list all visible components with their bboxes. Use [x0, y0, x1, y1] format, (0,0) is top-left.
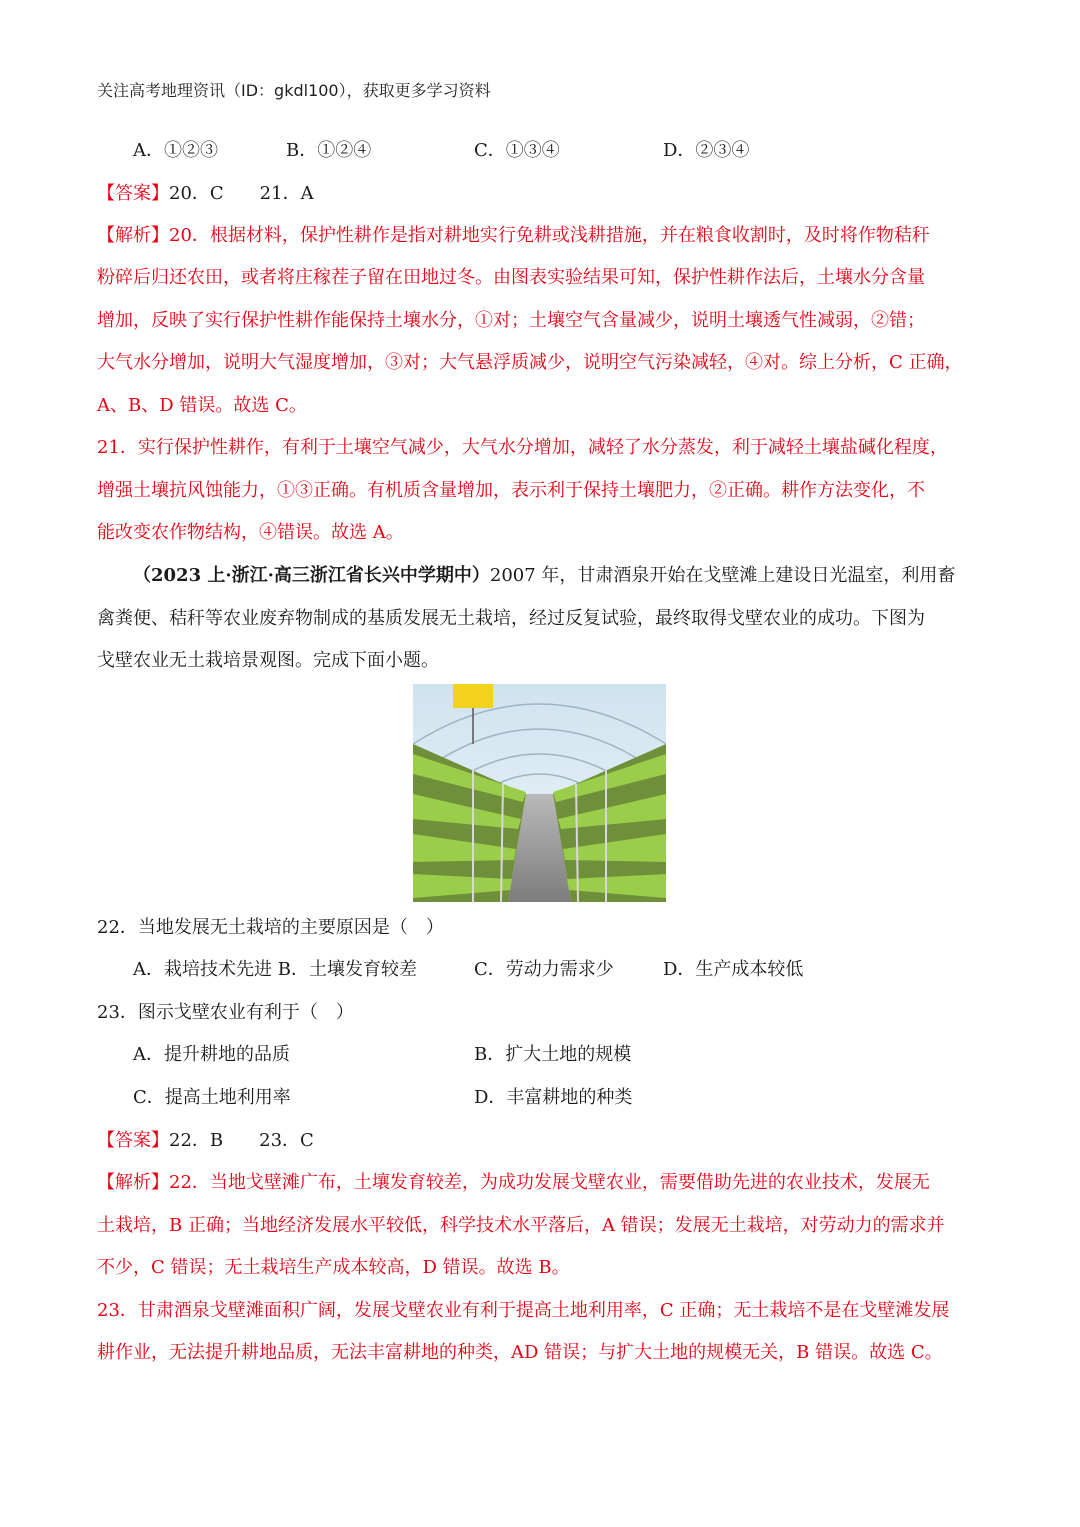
- material-line: 戈壁农业无土栽培景观图。完成下面小题。: [97, 650, 439, 671]
- analysis-line: 增强土壤抗风蚀能力，①③正确。有机质含量增加，表示利于保持土壤肥力，②正确。耕作方法变化，不: [97, 480, 925, 501]
- q22-option-d: D．生产成本较低: [663, 959, 804, 980]
- q23-option-c: C．提高土地利用率: [133, 1087, 291, 1108]
- q21-option-b: B．①②④: [286, 140, 372, 161]
- analysis-line: 粉碎后归还农田，或者将庄稼茬子留在田地过冬。由图表实验结果可知，保护性耕作法后，土壤水分含量: [97, 267, 925, 288]
- q21-option-a: A．①②③: [133, 140, 218, 161]
- q21-option-d: D．②③④: [663, 140, 750, 161]
- analysis-line: 耕作业，无法提升耕地品质，无法丰富耕地的种类，AD 错误；与扩大土地的规模无关，B 错误。故选 C。: [97, 1342, 943, 1363]
- analysis-line: 增加，反映了实行保护性耕作能保持土壤水分，①对；土壤空气含量减少，说明土壤透气性减弱，②错；: [97, 310, 925, 331]
- q21-option-c: C．①③④: [474, 140, 560, 161]
- q23-option-b: B．扩大土地的规模: [474, 1044, 632, 1065]
- analysis-line: 能改变农作物结构，④错误。故选 A。: [97, 522, 404, 543]
- answer-tag: 【答案】: [97, 183, 169, 204]
- q23-option-a: A．提升耕地的品质: [133, 1044, 290, 1065]
- greenhouse-photo: [413, 684, 666, 902]
- page-header: 关注高考地理资讯（ID：gkdl100），获取更多学习资料: [97, 81, 491, 100]
- analysis-line: [97, 1170, 987, 1196]
- material-source: （2023 上·浙江·高三浙江省长兴中学期中）: [133, 565, 490, 586]
- material-line: 禽粪便、秸秆等农业废弃物制成的基质发展无土栽培，经过反复试验，最终取得戈壁农业的成功。下图为: [97, 608, 925, 629]
- answer-text: 20．C 21．A: [169, 183, 314, 204]
- analysis-tag: 【解析】: [97, 225, 169, 246]
- q23-option-d: D．丰富耕地的种类: [474, 1087, 633, 1108]
- q23-stem: 23．图示戈壁农业有利于（ ）: [97, 1002, 354, 1023]
- q22-stem: 22．当地发展无土栽培的主要原因是（ ）: [97, 917, 444, 938]
- analysis-tag: 【解析】: [97, 1172, 169, 1193]
- answer-line-1: [97, 181, 987, 207]
- analysis-line: A、B、D 错误。故选 C。: [97, 395, 307, 416]
- analysis-text: 20．根据材料，保护性耕作是指对耕地实行免耕或浅耕措施，并在粮食收割时，及时将作物秸秆: [169, 225, 930, 246]
- q22-option-ab: A．栽培技术先进 B．土壤发育较差: [133, 959, 417, 980]
- analysis-line: 大气水分增加，说明大气湿度增加，③对；大气悬浮质减少，说明空气污染减轻，④对。综上分析，C 正确，: [97, 352, 963, 373]
- q22-option-c: C．劳动力需求少: [474, 959, 614, 980]
- material-line: [133, 563, 1023, 589]
- answer-line-2: [97, 1128, 987, 1154]
- analysis-line: 21．实行保护性耕作，有利于土壤空气减少，大气水分增加，减轻了水分蒸发，利于减轻土壤盐碱化程度，: [97, 437, 948, 458]
- answer-tag: 【答案】: [97, 1130, 169, 1151]
- analysis-line: 23．甘肃酒泉戈壁滩面积广阔，发展戈壁农业有利于提高土地利用率，C 正确；无土栽培不是在戈壁滩发展: [97, 1300, 950, 1321]
- answer-text: 22．B 23．C: [169, 1130, 314, 1151]
- analysis-line: [97, 223, 987, 249]
- analysis-line: 不少，C 错误；无土栽培生产成本较高，D 错误。故选 B。: [97, 1257, 570, 1278]
- material-text: 2007 年，甘肃酒泉开始在戈壁滩上建设日光温室，利用畜: [489, 565, 956, 586]
- analysis-text: 22．当地戈壁滩广布，土壤发育较差，为成功发展戈壁农业，需要借助先进的农业技术，发展无: [169, 1172, 930, 1193]
- analysis-line: 土栽培，B 正确；当地经济发展水平较低，科学技术水平落后，A 错误；发展无土栽培，对劳动力的需求并: [97, 1215, 945, 1236]
